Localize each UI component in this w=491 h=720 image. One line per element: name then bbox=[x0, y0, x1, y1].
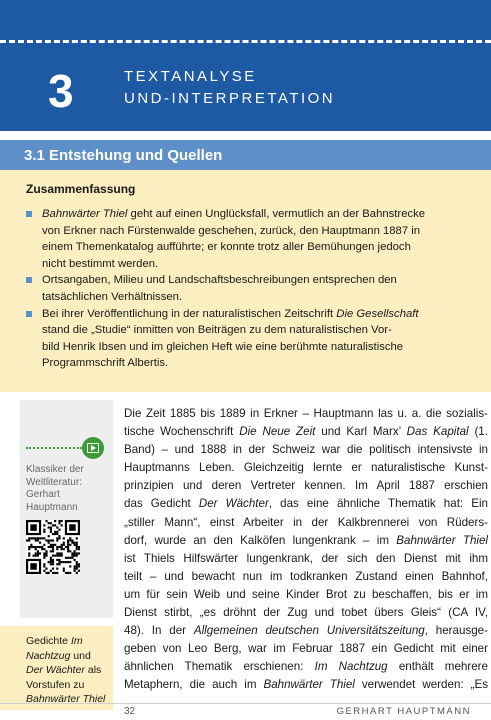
sidebar-caption-line: Klassiker der bbox=[26, 464, 84, 475]
qr-module bbox=[58, 522, 60, 524]
text-run: dorf, wurde an den Kalköfen lungenkrank – im bbox=[124, 533, 397, 547]
qr-module bbox=[30, 546, 32, 548]
qr-module bbox=[37, 555, 39, 557]
qr-module bbox=[45, 539, 47, 541]
qr-module bbox=[76, 563, 78, 565]
running-head: GERHART HAUPTMANN bbox=[336, 706, 471, 717]
qr-module bbox=[78, 552, 80, 554]
qr-module bbox=[74, 559, 76, 561]
qr-module bbox=[37, 546, 39, 548]
text-run: und Karl Marx’ bbox=[315, 425, 407, 439]
text-line bbox=[42, 272, 480, 289]
qr-module bbox=[52, 539, 54, 541]
qr-module bbox=[78, 570, 80, 572]
text-run: geben von Leo Berg, war im Februar 1887 ein Gedicht mit einer bbox=[124, 642, 488, 656]
qr-module bbox=[74, 552, 76, 554]
qr-module bbox=[56, 548, 58, 550]
qr-module bbox=[61, 520, 63, 522]
text-run: als bbox=[84, 664, 102, 676]
qr-module bbox=[28, 537, 30, 539]
qr-module bbox=[65, 572, 67, 574]
qr-module bbox=[43, 548, 45, 550]
text-run: Ortsangaben, Milieu und Landschaftsbeschreibungen entsprechen den bbox=[42, 274, 397, 287]
qr-module bbox=[32, 555, 34, 557]
square-bullet-icon bbox=[26, 311, 32, 317]
qr-module bbox=[48, 526, 50, 528]
text-run: einem Themenkatalog aufführte; er konnte trotz aller Bemühungen jedoch bbox=[42, 241, 411, 254]
text-line bbox=[124, 514, 488, 532]
text-run: „stiller Mann“, einst Arbeiter in der Kalkbrennerei von Rüders- bbox=[124, 515, 488, 529]
text-run: nicht bestimmt werden. bbox=[42, 257, 159, 270]
qr-module bbox=[35, 552, 37, 554]
qr-module bbox=[71, 552, 73, 554]
qr-module bbox=[69, 561, 71, 563]
text-run: Programmschrift Albertis. bbox=[42, 357, 169, 370]
video-play-icon[interactable] bbox=[82, 437, 104, 459]
qr-module bbox=[61, 524, 63, 526]
italic-title: Der Wächter bbox=[198, 497, 269, 511]
qr-module bbox=[71, 539, 73, 541]
qr-module bbox=[78, 563, 80, 565]
text-line bbox=[124, 441, 488, 459]
qr-module bbox=[58, 529, 60, 531]
text-run: ähnlichen Thematik erschienen: bbox=[124, 660, 315, 674]
qr-module bbox=[76, 572, 78, 574]
qr-module bbox=[48, 546, 50, 548]
text-line bbox=[124, 568, 488, 586]
qr-module bbox=[52, 555, 54, 557]
text-line bbox=[124, 622, 488, 640]
qr-module bbox=[30, 563, 36, 569]
qr-module bbox=[52, 550, 54, 552]
qr-module bbox=[28, 548, 30, 550]
text-run: tische Wochenschrift bbox=[124, 425, 240, 439]
chapter-title-line-1: TEXTANALYSE bbox=[124, 68, 257, 85]
qr-module bbox=[69, 537, 71, 539]
text-line bbox=[26, 663, 108, 678]
qr-module bbox=[54, 524, 56, 526]
text-run: das Gedicht bbox=[124, 497, 199, 511]
qr-module bbox=[52, 548, 54, 550]
qr-module bbox=[37, 539, 39, 541]
qr-module bbox=[50, 531, 52, 533]
qr-module bbox=[76, 542, 78, 544]
text-line bbox=[124, 459, 488, 477]
qr-module bbox=[61, 555, 63, 557]
qr-module bbox=[45, 555, 47, 557]
text-run: von Erkner nach Fürstenwalde geschehen, zurück, den Hauptmann 1887 in bbox=[42, 224, 421, 237]
qr-module bbox=[56, 531, 58, 533]
italic-title: Bahnwärter Thiel bbox=[396, 533, 489, 547]
qr-module bbox=[48, 535, 50, 537]
qr-module bbox=[61, 548, 63, 550]
qr-module bbox=[78, 546, 80, 548]
text-run: enthält mehrere bbox=[387, 660, 488, 674]
qr-module bbox=[58, 546, 60, 548]
qr-module bbox=[48, 522, 50, 524]
qr-module bbox=[50, 539, 52, 541]
qr-module bbox=[56, 533, 58, 535]
text-run: , das eine ähnliche Thematik hat: Ein bbox=[268, 497, 488, 511]
qr-module bbox=[58, 555, 60, 557]
qr-module bbox=[52, 559, 54, 561]
qr-module bbox=[74, 544, 76, 546]
qr-module bbox=[76, 548, 78, 550]
sidebar-caption-line: Hauptmann bbox=[26, 501, 78, 513]
qr-module bbox=[45, 550, 47, 552]
text-line bbox=[42, 289, 480, 306]
qr-module bbox=[43, 524, 45, 526]
qr-module bbox=[45, 520, 47, 522]
qr-module bbox=[76, 565, 78, 567]
qr-module bbox=[58, 535, 60, 537]
text-run: Dienst stirbt, „es dröhnt der Zug und tobet übers Gleis“ (CA IV, bbox=[124, 606, 488, 620]
text-run: Vorstufen zu bbox=[26, 678, 85, 691]
qr-module bbox=[50, 561, 52, 563]
text-run: bild Henrik Ibsen und im gleichen Heft wie eine berühmte naturalistische bbox=[42, 340, 404, 353]
qr-module bbox=[69, 572, 71, 574]
qr-module bbox=[54, 533, 56, 535]
qr-module bbox=[45, 552, 47, 554]
qr-module bbox=[74, 565, 76, 567]
qr-module bbox=[39, 552, 41, 554]
text-line bbox=[124, 532, 488, 550]
qr-module bbox=[30, 524, 36, 530]
text-line bbox=[26, 692, 108, 707]
qr-module bbox=[69, 544, 71, 546]
italic-title: Das Kapital bbox=[406, 425, 469, 439]
text-run: ist Thiels Hilfswärter lungenkrank, der sich den Dienst mit ihm bbox=[124, 551, 488, 565]
qr-module bbox=[43, 529, 45, 531]
qr-module bbox=[32, 546, 34, 548]
qr-module bbox=[52, 524, 54, 526]
qr-module bbox=[52, 533, 54, 535]
text-run: 48). In der bbox=[124, 624, 194, 638]
qr-module bbox=[35, 537, 37, 539]
qr-module bbox=[67, 557, 69, 559]
text-line bbox=[42, 239, 480, 256]
text-line bbox=[124, 604, 488, 622]
square-bullet-icon bbox=[26, 277, 32, 283]
qr-module bbox=[74, 555, 76, 557]
qr-module bbox=[76, 546, 78, 548]
qr-module bbox=[76, 552, 78, 554]
text-line bbox=[42, 206, 480, 223]
qr-module bbox=[50, 526, 52, 528]
text-line bbox=[124, 423, 488, 441]
qr-code-graphic bbox=[26, 520, 80, 574]
qr-module bbox=[67, 539, 69, 541]
qr-module bbox=[58, 552, 60, 554]
margin-note bbox=[26, 634, 108, 707]
qr-module bbox=[43, 555, 45, 557]
qr-module bbox=[56, 539, 58, 541]
qr-module bbox=[50, 559, 52, 561]
text-line bbox=[124, 405, 488, 423]
qr-module bbox=[43, 544, 45, 546]
chapter-number: 3 bbox=[48, 65, 74, 117]
chapter-title-line-2: UND-INTERPRETATION bbox=[124, 90, 336, 107]
qr-module bbox=[48, 561, 50, 563]
text-run: geht auf einen Unglücksfall, vermutlich an der Bahnstrecke bbox=[127, 208, 426, 220]
qr-module bbox=[63, 537, 65, 539]
play-triangle-shape bbox=[91, 445, 96, 451]
qr-module bbox=[41, 548, 43, 550]
qr-module bbox=[54, 555, 56, 557]
qr-module bbox=[56, 546, 58, 548]
qr-module bbox=[52, 572, 54, 574]
italic-title: Der Wächter bbox=[26, 664, 85, 676]
text-run: tatsächlichen Verhältnissen. bbox=[42, 290, 183, 303]
text-run: Hauptmanns Leben. Gleichzeitig lernte er naturalistische Kunst- bbox=[124, 461, 488, 475]
qr-module bbox=[48, 572, 50, 574]
qr-module bbox=[41, 537, 43, 539]
qr-module bbox=[76, 568, 78, 570]
qr-module bbox=[39, 542, 41, 544]
text-line bbox=[124, 640, 488, 658]
qr-module bbox=[43, 570, 45, 572]
icon-connector-line bbox=[26, 447, 82, 449]
summary-bullet bbox=[0, 206, 480, 272]
qr-module bbox=[67, 548, 69, 550]
text-line bbox=[124, 477, 488, 495]
qr-module bbox=[54, 531, 56, 533]
qr-module bbox=[52, 568, 54, 570]
italic-title: Im Nachtzug bbox=[314, 660, 388, 674]
text-line bbox=[42, 306, 480, 323]
qr-module bbox=[39, 546, 41, 548]
text-run: stand die „Studie“ inmitten von Beiträgen zu dem naturalistischen Vor- bbox=[42, 324, 392, 337]
qr-module bbox=[63, 568, 65, 570]
qr-module bbox=[67, 550, 69, 552]
text-run: , herausge- bbox=[424, 624, 488, 638]
qr-module bbox=[50, 544, 52, 546]
qr-module bbox=[48, 539, 50, 541]
italic-title: Bahnwärter Thiel bbox=[26, 693, 106, 705]
qr-module bbox=[67, 546, 69, 548]
sidebar-caption bbox=[26, 464, 110, 514]
footer-divider bbox=[0, 703, 491, 704]
qr-module bbox=[67, 561, 69, 563]
qr-module bbox=[56, 563, 58, 565]
qr-module bbox=[43, 563, 45, 565]
qr-module bbox=[67, 544, 69, 546]
qr-module bbox=[65, 557, 67, 559]
text-run: Band) – und 1888 in der Schweiz war die politisch intensivste in bbox=[124, 443, 488, 457]
italic-title: Bahnwärter Thiel bbox=[42, 208, 128, 220]
qr-module bbox=[76, 561, 78, 563]
qr-module bbox=[65, 546, 67, 548]
qr-module bbox=[56, 552, 58, 554]
qr-module bbox=[32, 537, 34, 539]
text-run: prinzipien und deren Vertreter kennen. Im April 1887 erschien bbox=[124, 479, 488, 493]
qr-module bbox=[63, 544, 65, 546]
qr-module bbox=[35, 546, 37, 548]
qr-module bbox=[52, 544, 54, 546]
qr-module bbox=[30, 537, 32, 539]
qr-module bbox=[50, 563, 52, 565]
section-title: 3.1 Entstehung und Quellen bbox=[24, 147, 223, 164]
text-line bbox=[124, 586, 488, 604]
qr-module bbox=[48, 542, 50, 544]
text-line bbox=[26, 649, 108, 664]
qr-module bbox=[71, 542, 73, 544]
qr-module bbox=[58, 537, 60, 539]
text-run: Gedichte bbox=[26, 635, 71, 647]
qr-module bbox=[69, 539, 71, 541]
qr-module bbox=[71, 555, 73, 557]
italic-title: Bahnwärter Thiel bbox=[263, 678, 355, 692]
qr-module bbox=[50, 529, 52, 531]
summary-bullet bbox=[0, 272, 480, 305]
qr-module bbox=[61, 546, 63, 548]
qr-module bbox=[45, 572, 47, 574]
text-line bbox=[42, 256, 480, 273]
qr-module bbox=[43, 531, 45, 533]
text-run: Bei ihrer Veröffentlichung in der naturalistischen Zeitschrift bbox=[42, 307, 337, 320]
qr-module bbox=[61, 544, 63, 546]
qr-module bbox=[58, 561, 60, 563]
qr-module bbox=[76, 544, 78, 546]
qr-module bbox=[78, 565, 80, 567]
qr-code-icon[interactable] bbox=[26, 520, 80, 574]
qr-module bbox=[74, 570, 76, 572]
qr-module bbox=[28, 539, 30, 541]
chapter-title bbox=[124, 66, 335, 110]
qr-module bbox=[28, 555, 30, 557]
italic-title: Die Neue Zeit bbox=[239, 425, 316, 439]
page-number: 32 bbox=[124, 706, 136, 717]
qr-module bbox=[41, 546, 43, 548]
qr-module bbox=[61, 552, 63, 554]
qr-module bbox=[56, 526, 58, 528]
italic-title: Allgemeinen deutschen Universitätszeitung bbox=[193, 624, 425, 638]
qr-module bbox=[56, 572, 58, 574]
italic-title: Nachtzug bbox=[26, 649, 71, 662]
qr-module bbox=[78, 548, 80, 550]
text-line bbox=[26, 634, 108, 649]
square-bullet-icon bbox=[26, 211, 32, 217]
text-line bbox=[26, 678, 108, 693]
qr-module bbox=[50, 522, 52, 524]
qr-module bbox=[37, 552, 39, 554]
text-run: (1. bbox=[468, 425, 488, 439]
qr-module bbox=[50, 557, 52, 559]
text-line bbox=[124, 658, 488, 676]
qr-module bbox=[37, 550, 39, 552]
qr-module bbox=[58, 559, 60, 561]
text-run: verwendet werden: „Es bbox=[354, 678, 488, 692]
text-line bbox=[124, 550, 488, 568]
text-run: teilt – und bewacht nun im todkranken Zustand einen Bahnhof, bbox=[124, 569, 488, 583]
qr-module bbox=[26, 539, 28, 541]
text-line bbox=[124, 676, 488, 694]
sidebar-caption-line: Weltliteratur: bbox=[26, 476, 82, 488]
qr-module bbox=[65, 561, 67, 563]
text-line bbox=[42, 355, 480, 372]
qr-module bbox=[69, 565, 71, 567]
qr-module bbox=[30, 544, 32, 546]
qr-module bbox=[56, 568, 58, 570]
qr-module bbox=[52, 563, 54, 565]
italic-title: Die Gesellschaft bbox=[336, 307, 419, 320]
text-run: Die Zeit 1885 bis 1889 in Erkner – Hauptmann las u. a. die sozialis- bbox=[124, 407, 488, 420]
text-line bbox=[124, 495, 488, 513]
qr-module bbox=[43, 557, 45, 559]
qr-module bbox=[58, 563, 60, 565]
qr-module bbox=[54, 520, 56, 522]
qr-module bbox=[50, 550, 52, 552]
qr-module bbox=[69, 524, 75, 530]
text-line bbox=[42, 339, 480, 356]
qr-module bbox=[69, 550, 71, 552]
qr-module bbox=[43, 537, 45, 539]
qr-module bbox=[50, 570, 52, 572]
qr-module bbox=[71, 557, 73, 559]
qr-module bbox=[61, 561, 63, 563]
qr-module bbox=[74, 542, 76, 544]
text-run: um für sein Weib und seine Kinder Brot zu beschaffen, bis er im bbox=[124, 587, 488, 601]
qr-module bbox=[63, 548, 65, 550]
qr-module bbox=[67, 542, 69, 544]
qr-module bbox=[69, 557, 71, 559]
qr-module bbox=[76, 555, 78, 557]
qr-module bbox=[43, 565, 45, 567]
text-line bbox=[42, 223, 480, 240]
qr-module bbox=[39, 537, 41, 539]
qr-module bbox=[28, 552, 30, 554]
qr-module bbox=[58, 520, 60, 522]
summary-bullet-list bbox=[0, 206, 491, 372]
qr-module bbox=[35, 548, 37, 550]
qr-module bbox=[50, 546, 52, 548]
header-dashed-divider bbox=[0, 40, 491, 43]
qr-module bbox=[76, 537, 78, 539]
sidebar-caption-line: Gerhart bbox=[26, 489, 60, 500]
qr-module bbox=[52, 561, 54, 563]
qr-module bbox=[35, 539, 37, 541]
qr-module bbox=[63, 561, 65, 563]
qr-module bbox=[43, 552, 45, 554]
qr-module bbox=[56, 559, 58, 561]
text-run: und bbox=[70, 649, 91, 662]
qr-module bbox=[54, 572, 56, 574]
qr-module bbox=[45, 568, 47, 570]
body-paragraph bbox=[124, 405, 488, 695]
qr-module bbox=[63, 570, 65, 572]
summary-bullet bbox=[0, 306, 480, 372]
qr-module bbox=[63, 542, 65, 544]
qr-module bbox=[56, 537, 58, 539]
qr-module bbox=[37, 537, 39, 539]
qr-module bbox=[56, 555, 58, 557]
summary-title: Zusammenfassung bbox=[26, 182, 136, 196]
qr-module bbox=[35, 555, 37, 557]
text-run: Metaphern, die auch im bbox=[124, 678, 264, 692]
qr-module bbox=[52, 546, 54, 548]
text-line bbox=[42, 322, 480, 339]
qr-module bbox=[74, 550, 76, 552]
qr-module bbox=[28, 546, 30, 548]
qr-module bbox=[67, 572, 69, 574]
qr-module bbox=[74, 568, 76, 570]
qr-module bbox=[54, 544, 56, 546]
italic-title: Im bbox=[70, 635, 83, 647]
